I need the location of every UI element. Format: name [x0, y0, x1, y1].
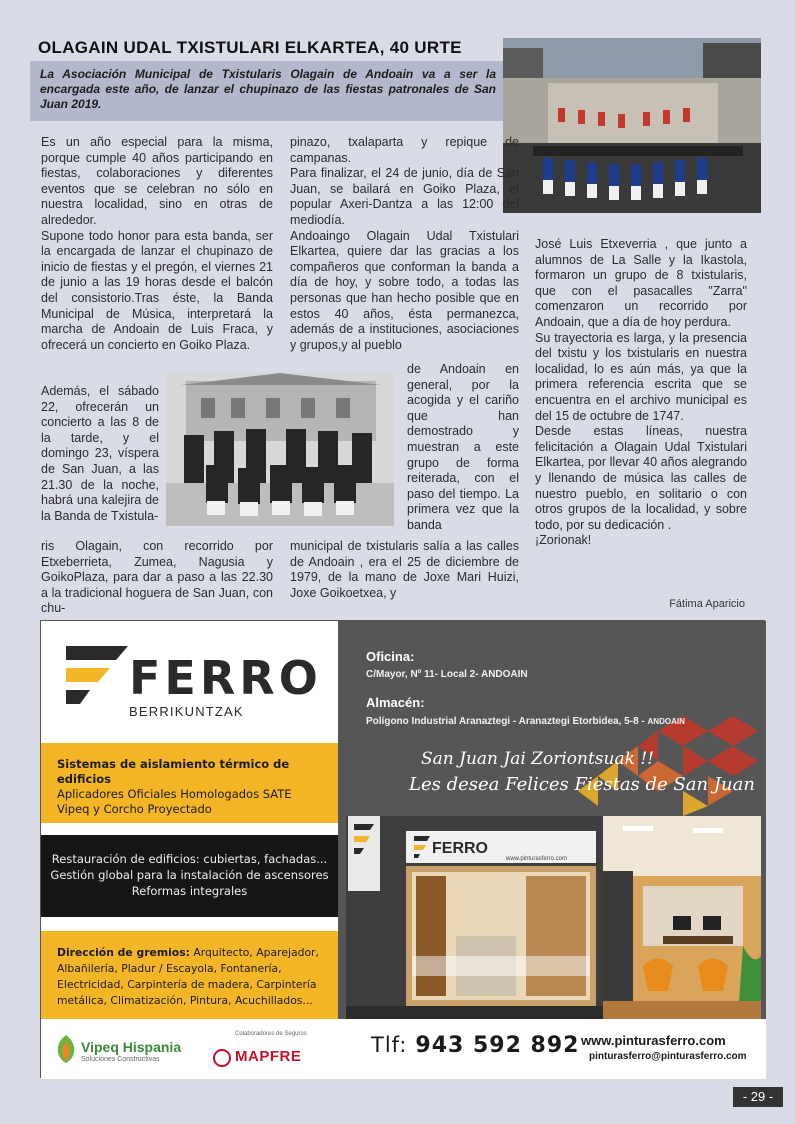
office-address: C/Mayor, Nº 11- Local 2- ANDOAIN [366, 669, 528, 680]
ad-insulation-title: Sistemas de aislamiento térmico de edificios [57, 757, 290, 786]
paragraph: Andoaingo Olagain Udal Txistulari Elkartea, quiere dar las gracias a los compañeros que conforman la banda a día de hoy, y sobre todo, a todas las personas que han hecho posible que en estos 40 años, ésta permanezca, además de a instituciones, asociaciones y grupos,y al pueblo [290, 228, 519, 352]
ferro-logo-icon [66, 646, 128, 708]
paragraph: Para finalizar, el 24 de junio, día de San Juan, se bailará en Goiko Plaza, el popular Axeri-Dantza a las 12:00 del mediodía. [290, 166, 519, 227]
stage-performance-photo [503, 38, 761, 213]
vipeq-logo [55, 1031, 205, 1071]
paragraph: pinazo, txalaparta y repique de campanas. [290, 135, 519, 165]
mapfre-logo [211, 1031, 331, 1071]
paragraph: Es un año especial para la misma, porque cumple 40 años participando en fiestas, colaboraciones y diferentes eventos que se celebran no sólo en nuestra localidad, sino en otras de alrededor. [41, 135, 273, 227]
paragraph: Además, el sábado 22, ofrecerán un concierto a las 8 de la tarde, y el domingo 23, víspera de San Juan, a las 21.30 de la noche, habrá una kalejira de la Banda de Txistula- [41, 384, 159, 523]
article-column-1 [41, 135, 273, 353]
ad-email-link[interactable]: pinturasferro@pinturasferro.com [589, 1051, 747, 1062]
store-sign-web: www.pinturasferro.com [506, 856, 568, 862]
article-column-2 [290, 135, 519, 352]
paragraph: Su trayectoria es larga, y la presencia del txistu y los txistularis en nuestra localidad, lo es aún más, ya que la primera referencia escrita que se encuentra en el archivo municipal es del 15 de octubre de 1747. [535, 330, 747, 423]
paragraph: José Luis Etxeverria , que junto a alumnos de La Salle y la Ikastola, formaron un grupo de 8 txistularis, que con el pasacalles "Zarra" comenzaron un recorrido por Andoain, que a día de hoy perdura. [535, 237, 747, 329]
ad-website-link[interactable]: www.pinturasferro.com [581, 1033, 726, 1048]
historic-band-photo [166, 373, 394, 526]
article-column-2-bottom [290, 539, 519, 601]
warehouse-street: Polígono Industrial Aranaztegi - Aranaztegi Etorbidea, 5-8 - [366, 716, 645, 727]
article-column-1-bottom [41, 539, 273, 617]
ad-restoration-box [41, 835, 338, 917]
ad-guilds-label: Dirección de gremios: [57, 946, 190, 959]
office-interior-photo [603, 816, 761, 1028]
warehouse-address [366, 716, 685, 727]
vipeq-name: Vipeq Hispania [81, 1039, 182, 1055]
ad-guilds-text: Arquitecto, Aparejador, Albañilería, Pladur / Escayola, Fontanería, Electricidad, Carpintería de madera, Carpintería metálica, Climatización, Pintura, Acuchillados... [57, 946, 319, 1007]
ad-phone [371, 1033, 579, 1058]
ad-greeting-basque: San Juan Jai Zoriontsuak !! [421, 749, 654, 769]
article-column-3 [535, 237, 747, 549]
article-author: Fátima Aparicio [669, 598, 745, 610]
leaf-icon [55, 1035, 77, 1063]
warehouse-heading: Almacén: [366, 695, 425, 710]
ad-elevator-line: Gestión global para la instalación de ascensores [50, 868, 329, 882]
article-headline: OLAGAIN UDAL TXISTULARI ELKARTEA, 40 URTE [38, 38, 462, 57]
ferro-logo-word: FERRO [129, 651, 322, 705]
ad-restoration-line: Restauración de edificios: cubiertas, fachadas... [51, 852, 328, 866]
phone-prefix: Tlf: [371, 1033, 408, 1057]
storefront-photo [346, 816, 603, 1028]
office-heading: Oficina: [366, 649, 415, 664]
paragraph: Desde estas líneas, nuestra felicitación a Olagain Udal Txistulari Elkartea, por llevar 40 años alegrando y llenando de música las calles de nuestro pueblo, en solitario o con otros grupos de la localidad, y sobre todo, por su dedicación . [535, 424, 747, 532]
ad-insulation-text: Aplicadores Oficiales Homologados SATE Vipeq y Corcho Proyectado [57, 787, 292, 816]
ad-reforms-line: Reformas integrales [131, 884, 248, 898]
ad-guilds-box [41, 931, 338, 1019]
mapfre-tagline: Colaboradores de Seguros [235, 1031, 307, 1037]
ferro-advertisement [40, 620, 765, 1078]
paragraph: Supone todo honor para esta banda, ser la encargada de lanzar el chupinazo de inicio de fiestas y el pregón, el viernes 21 de junio a las 19 horas desde el balcón del consistorio.Tras éste, la Banda Municipal de Música, interpretará la marcha de Andoain de Luis Fraca, y ofrecerá un concierto en Goiko Plaza. [41, 228, 273, 352]
paragraph: municipal de txistularis salía a las calles de Andoain , era el 25 de diciembre de 1979, de la mano de Joxe Mari Huizi, Joxe Goikoetxea, y [290, 539, 519, 600]
vipeq-tagline: Soluciones Constructivas [81, 1056, 160, 1063]
warehouse-city: ANDOAIN [647, 717, 685, 726]
paragraph: ¡Zorionak! [535, 533, 592, 548]
store-sign-text: FERRO [432, 840, 488, 857]
article-column-2-wrap [407, 362, 519, 534]
article-column-1-wrap [41, 384, 159, 524]
paragraph: ris Olagain, con recorrido por Etxeberrieta, Zumea, Nagusia y GoikoPlaza, para dar a paso a las 22.30 a la tradicional hoguera de San Juan, con chu- [41, 539, 273, 616]
paragraph: de Andoain en general, por la acogida y el cariño que han demostrado y muestran a este grupo de forma reiterada, con el paso del tiempo. La primera vez que la banda [407, 362, 519, 532]
mapfre-name: MAPFRE [235, 1048, 302, 1065]
ad-greeting-spanish: Les desea Felices Fiestas de San Juan [409, 774, 755, 795]
ferro-logo-subtitle: BERRIKUNTZAK [129, 704, 244, 719]
mapfre-emblem-icon [213, 1049, 231, 1067]
ad-insulation-box [41, 743, 338, 823]
page-number: - 29 - [733, 1087, 783, 1107]
article-lead: La Asociación Municipal de Txistularis Olagain de Andoain va a ser la encargada este año, de lanzar el chupinazo de las fiestas patronales de San Juan 2019. [40, 67, 496, 111]
phone-number: 943 592 892 [415, 1033, 580, 1058]
